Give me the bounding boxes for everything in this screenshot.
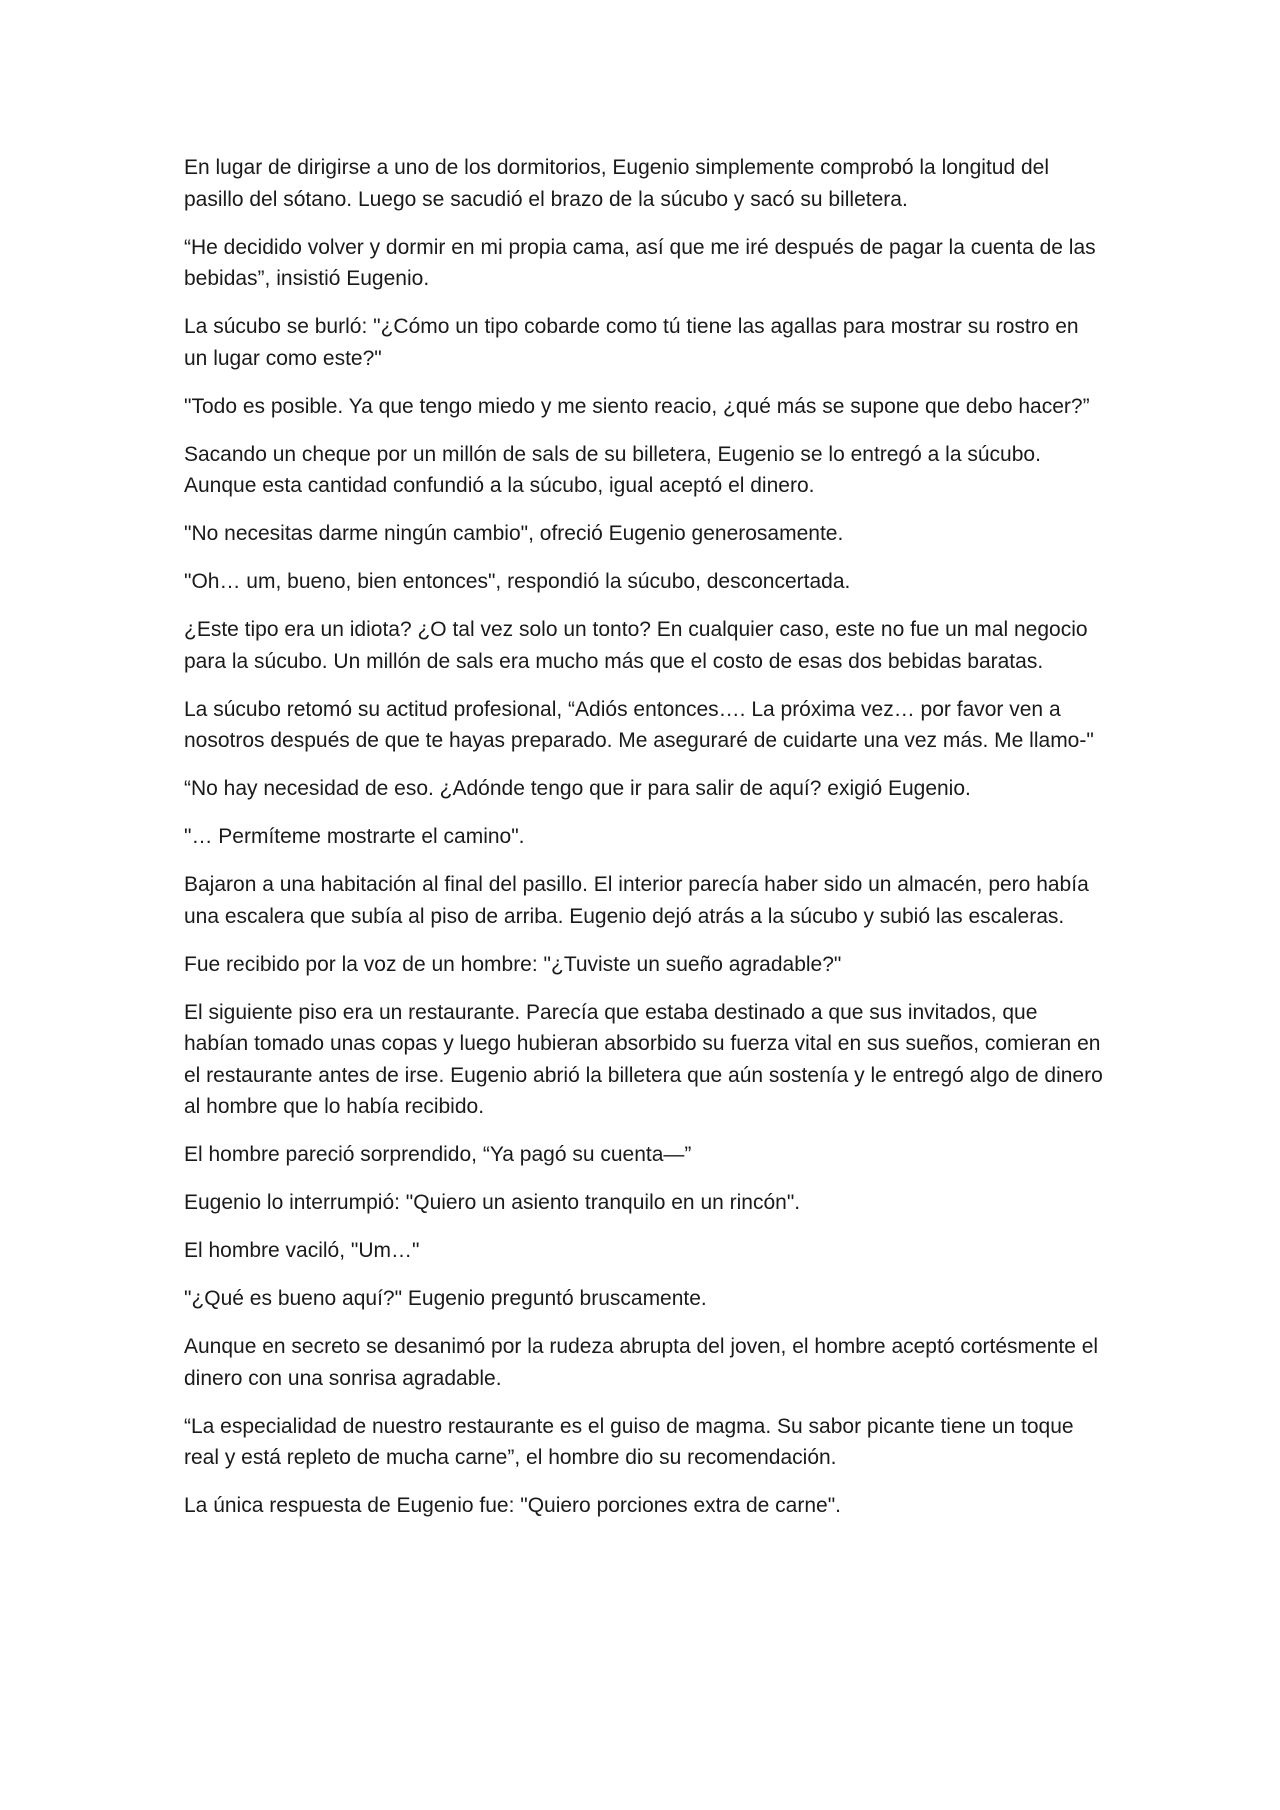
paragraph: La súcubo retomó su actitud profesional, “Adiós entonces…. La próxima vez… por favor ven a nosotros después de que te hayas preparado. Me aseguraré de cuidarte una vez más. Me llamo-" <box>184 697 1094 752</box>
paragraph: El siguiente piso era un restaurante. Parecía que estaba destinado a que sus invitados, que habían tomado unas copas y luego hubieran absorbido su fuerza vital en sus sueños, comieran en el restaurante antes de irse. Eugenio abrió la billetera que aún sostenía y le entregó algo de dinero al hombre que lo había recibido. <box>184 1000 1103 1118</box>
paragraph: "Todo es posible. Ya que tengo miedo y me siento reacio, ¿qué más se supone que debo hacer?” <box>184 394 1090 418</box>
paragraph: En lugar de dirigirse a uno de los dormitorios, Eugenio simplemente comprobó la longitud del pasillo del sótano. Luego se sacudió el brazo de la súcubo y sacó su billetera. <box>184 156 1049 211</box>
paragraph: "¿Qué es bueno aquí?" Eugenio preguntó bruscamente. <box>184 1287 707 1310</box>
paragraph: "No necesitas darme ningún cambio", ofreció Eugenio generosamente. <box>184 522 844 545</box>
paragraph: El hombre pareció sorprendido, “Ya pagó su cuenta—” <box>184 1143 692 1166</box>
paragraph: “He decidido volver y dormir en mi propia cama, así que me iré después de pagar la cuenta de las bebidas”, insistió Eugenio. <box>184 235 1096 290</box>
paragraph: Aunque en secreto se desanimó por la rudeza abrupta del joven, el hombre aceptó cortésmente el dinero con una sonrisa agradable. <box>184 1335 1099 1390</box>
paragraph: La súcubo se burló: "¿Cómo un tipo cobarde como tú tiene las agallas para mostrar su rostro en un lugar como este?" <box>184 315 1079 370</box>
paragraph: "Oh… um, bueno, bien entonces", respondió la súcubo, desconcertada. <box>184 570 851 593</box>
paragraph: ¿Este tipo era un idiota? ¿O tal vez solo un tonto? En cualquier caso, este no fue un mal negocio para la súcubo. Un millón de sals era mucho más que el costo de esas dos bebidas baratas. <box>184 618 1088 673</box>
paragraph: La única respuesta de Eugenio fue: "Quiero porciones extra de carne". <box>184 1494 841 1517</box>
paragraph: “No hay necesidad de eso. ¿Adónde tengo que ir para salir de aquí? exigió Eugenio. <box>184 777 971 800</box>
paragraph: El hombre vaciló, "Um…" <box>184 1239 420 1262</box>
paragraph: "… Permíteme mostrarte el camino". <box>184 825 525 848</box>
document-page <box>184 152 1104 1538</box>
paragraph: Eugenio lo interrumpió: "Quiero un asiento tranquilo en un rincón". <box>184 1191 801 1214</box>
paragraph: Sacando un cheque por un millón de sals de su billetera, Eugenio se lo entregó a la súcubo. Aunque esta cantidad confundió a la súcubo, igual aceptó el dinero. <box>184 442 1041 497</box>
paragraph: “La especialidad de nuestro restaurante es el guiso de magma. Su sabor picante tiene un toque real y está repleto de mucha carne”, el hombre dio su recomendación. <box>184 1414 1074 1469</box>
paragraph: Bajaron a una habitación al final del pasillo. El interior parecía haber sido un almacén, pero había una escalera que subía al piso de arriba. Eugenio dejó atrás a la súcubo y subió las escaleras. <box>184 873 1089 928</box>
paragraph: Fue recibido por la voz de un hombre: "¿Tuviste un sueño agradable?" <box>184 952 842 976</box>
